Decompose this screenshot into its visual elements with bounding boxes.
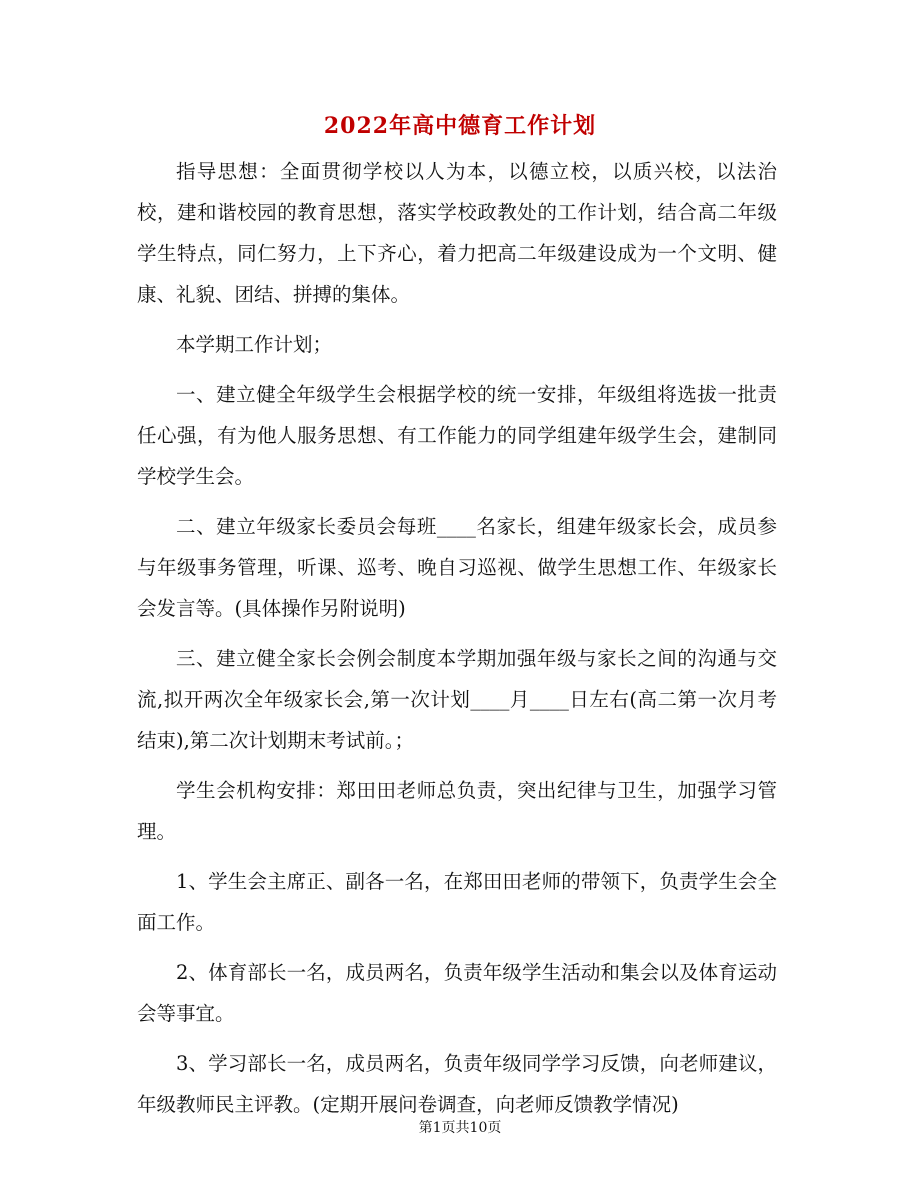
paragraph-item-two: 二、建立年级家长委员会每班____名家长，组建年级家长会，成员参与年级事务管理，听课、巡考、晚自习巡视、做学生思想工作、年级家长会发言等。(具体操作另附说明) xyxy=(137,515,777,620)
paragraph-sub-item-1: 1、学生会主席正、副各一名，在郑田田老师的带领下，负责学生会全面工作。 xyxy=(137,870,777,934)
paragraph-sub-item-2: 2、体育部长一名，成员两名，负责年级学生活动和集会以及体育运动会等事宜。 xyxy=(137,961,777,1025)
paragraph-item-three: 三、建立健全家长会例会制度本学期加强年级与家长之间的沟通与交流,拟开两次全年级家长会,第一次计划____月____日左右(高二第一次月考结束),第二次计划期末考试前。； xyxy=(137,647,777,752)
paragraph-guiding-ideology: 指导思想：全面贯彻学校以人为本，以德立校，以质兴校，以法治校，建和谐校园的教育思想，落实学校政教处的工作计划，结合高二年级学生特点，同仁努力，上下齐心，着力把高二年级建设成为一个文明、健康、礼貌、团结、拼搏的集体。 xyxy=(137,160,777,306)
paragraph-item-one: 一、建立健全年级学生会根据学校的统一安排，年级组将选拔一批责任心强，有为他人服务思想、有工作能力的同学组建年级学生会，建制同学校学生会。 xyxy=(137,383,777,488)
paragraph-sub-item-3: 3、学习部长一名，成员两名，负责年级同学学习反馈，向老师建议，年级教师民主评教。(定期开展问卷调查，向老师反馈教学情况) xyxy=(137,1052,777,1116)
paragraph-student-union-arrangement: 学生会机构安排：郑田田老师总负责，突出纪律与卫生，加强学习管理。 xyxy=(137,779,777,843)
document-body xyxy=(137,151,777,1134)
paragraph-semester-plan-heading: 本学期工作计划； xyxy=(176,333,333,356)
page-number-footer: 第1页共10页 xyxy=(418,1120,502,1136)
document-title: 2022年高中德育工作计划 xyxy=(323,113,597,139)
